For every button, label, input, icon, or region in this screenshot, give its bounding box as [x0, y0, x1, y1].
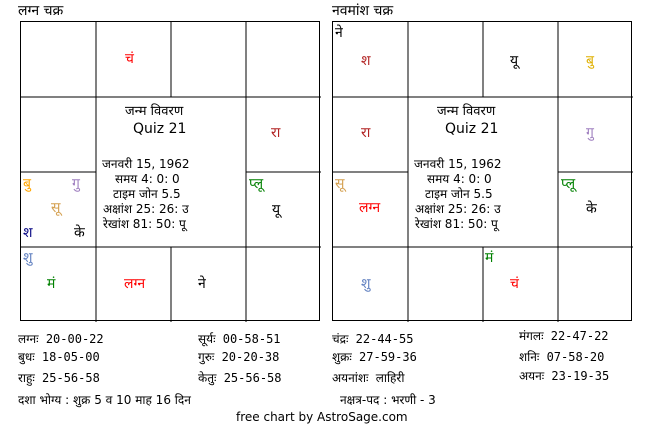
lagna-center-time: समय 4: 0: 0	[115, 172, 180, 186]
lagna-guru: गु	[72, 176, 80, 192]
lagna-neptune: ने	[198, 276, 206, 292]
pos-mangal: मंगलः 22-47-22	[519, 329, 609, 343]
footer-credit[interactable]: free chart by AstroSage.com	[236, 410, 408, 424]
lagna-chart-title: लग्न चक्र	[18, 3, 64, 19]
navamsha-center-longitude: रेखांश 81: 50: पू	[415, 217, 498, 231]
pos-surya: सूर्यः 00-58-51	[198, 332, 281, 346]
lagna-center-date: जनवरी 15, 1962	[102, 157, 190, 171]
lagna-pluto: प्लू	[249, 176, 264, 192]
lagna-center-latitude: अक्षांश 25: 26: उ	[103, 202, 189, 216]
lagna-chart	[20, 21, 320, 321]
navamsha-center-heading: जन्म विवरण	[437, 104, 496, 119]
navamsha-budh: बु	[586, 53, 594, 69]
lagna-center-heading: जन्म विवरण	[125, 104, 184, 119]
lagna-ketu: के	[74, 225, 85, 241]
lagna-chandra: चं	[125, 51, 134, 67]
navamsha-neptune: ने	[335, 25, 343, 41]
pos-lagna: लग्नः 20-00-22	[18, 332, 104, 346]
lagna-shani: श	[23, 225, 33, 241]
pos-ayana: अयनः 23-19-35	[519, 369, 610, 383]
navamsha-ascendant: लग्न	[359, 200, 381, 216]
nakshatra-pada: नक्षत्र-पद : भरणी - 3	[340, 393, 436, 407]
pos-shani: शनिः 07-58-20	[519, 350, 605, 364]
pos-rahu: राहुः 25-56-58	[18, 371, 100, 385]
navamsha-ketu: के	[586, 201, 597, 217]
lagna-surya: सू	[51, 200, 61, 216]
lagna-mangal: मं	[47, 276, 56, 292]
pos-budh: बुधः 18-05-00	[18, 350, 100, 364]
dasha-bhogya: दशा भोग्य : शुक्र 5 व 10 माह 16 दिन	[18, 393, 191, 407]
navamsha-center-date: जनवरी 15, 1962	[414, 157, 502, 171]
navamsha-rahu: रा	[361, 125, 371, 141]
navamsha-uranus: यू	[510, 53, 519, 69]
pos-ketu: केतुः 25-56-58	[198, 371, 282, 385]
navamsha-chart	[332, 21, 632, 321]
pos-shukra: शुक्रः 27-59-36	[332, 350, 417, 364]
lagna-budh: बु	[23, 176, 31, 192]
pos-chandra: चंद्रः 22-44-55	[332, 332, 414, 346]
pos-ayanamsha: अयनांशः लाहिरी	[332, 371, 405, 385]
lagna-ascendant: लग्न	[124, 276, 146, 292]
lagna-center-quiz: Quiz 21	[133, 121, 187, 137]
navamsha-chandra: चं	[510, 276, 519, 292]
navamsha-chart-title: नवमांश चक्र	[332, 3, 394, 19]
lagna-center-longitude: रेखांश 81: 50: पू	[103, 217, 186, 231]
navamsha-pluto: प्लू	[561, 176, 576, 192]
navamsha-center-time: समय 4: 0: 0	[427, 172, 492, 186]
navamsha-center-timezone: टाइम जोन 5.5	[425, 187, 493, 201]
navamsha-shukra: शु	[361, 276, 371, 292]
navamsha-mangal: मं	[485, 250, 494, 266]
lagna-shukra: शु	[23, 250, 33, 266]
navamsha-center-quiz: Quiz 21	[445, 121, 499, 137]
pos-guru: गुरुः 20-20-38	[198, 350, 280, 364]
navamsha-shani: श	[361, 53, 371, 69]
lagna-uranus: यू	[272, 202, 281, 218]
lagna-center-timezone: टाइम जोन 5.5	[113, 187, 181, 201]
navamsha-center-latitude: अक्षांश 25: 26: उ	[415, 202, 501, 216]
lagna-rahu: रा	[271, 125, 281, 141]
navamsha-guru: गु	[586, 125, 594, 141]
navamsha-surya: सू	[335, 176, 345, 192]
